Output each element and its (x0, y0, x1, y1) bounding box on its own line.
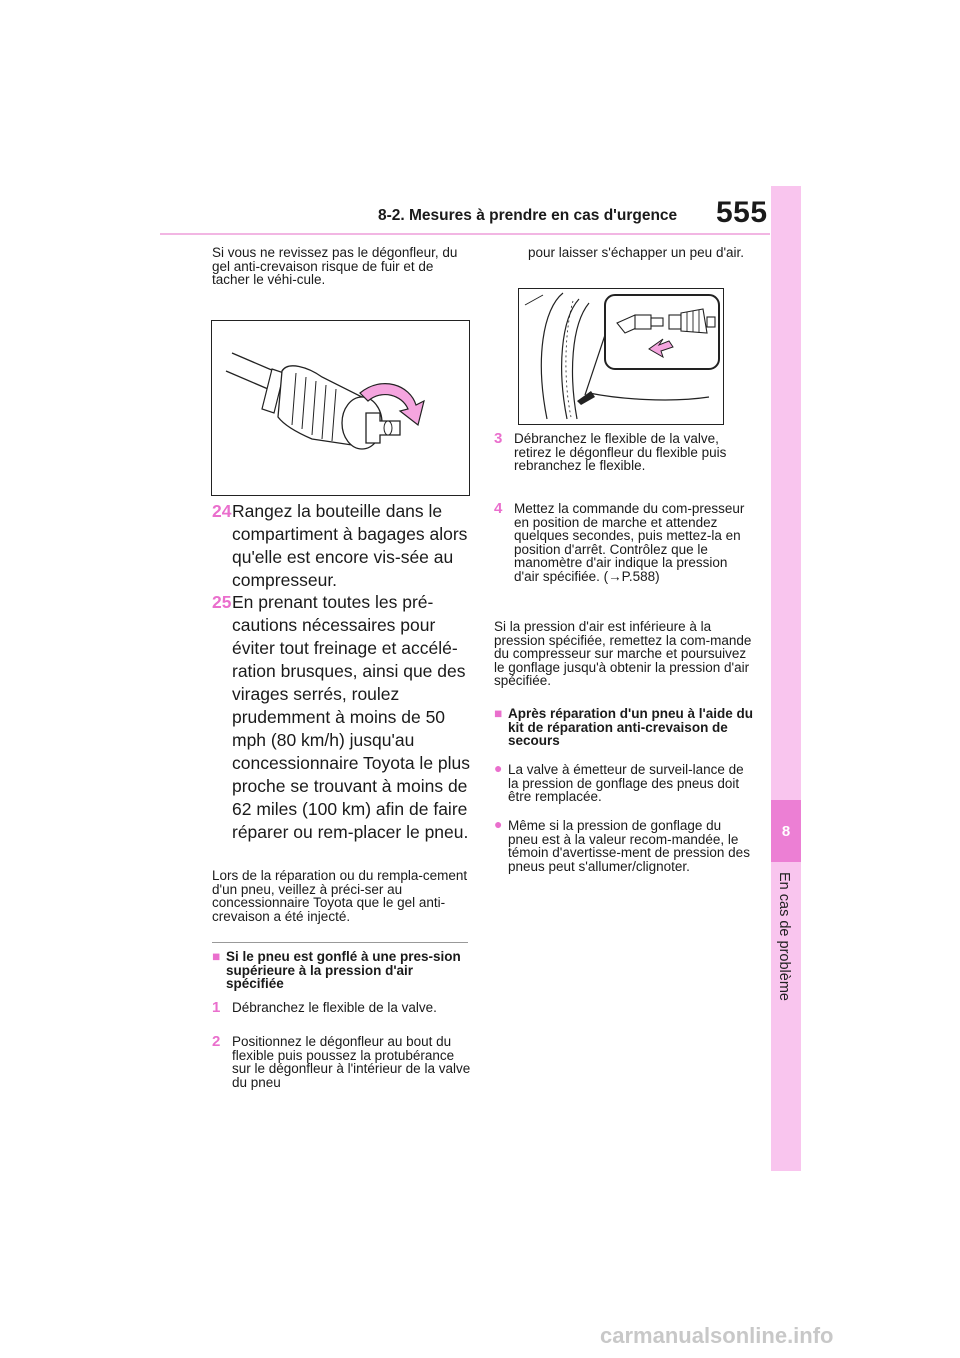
step-text: Débranchez le flexible de la valve. (232, 1000, 437, 1015)
round-bullet-icon: ● (494, 816, 503, 832)
chapter-title: En cas de problème (776, 872, 792, 1001)
step-number: 4 (494, 500, 503, 517)
step-text: Débranchez le flexible de la valve, retirez le dégonfleur du flexible puis rebranchez le flexible. (514, 431, 727, 473)
step-24 (212, 500, 472, 590)
step-1 (212, 1001, 472, 1029)
deflator-illustration (211, 320, 470, 496)
deflator-cap-drawing (212, 321, 469, 495)
step-25 (212, 591, 472, 861)
square-bullet-icon: ■ (494, 706, 503, 721)
warning-paragraph: Si vous ne revissez pas le dégonfleur, du gel anti-crevaison risque de fuir et de tacher le véhi-cule. (212, 245, 458, 287)
header-rule (160, 233, 770, 235)
page-number: 555 (716, 196, 768, 229)
step-number: 2 (212, 1033, 221, 1050)
step-number: 1 (212, 999, 221, 1016)
section-title: 8-2. Mesures à prendre en cas d'urgence (378, 207, 678, 224)
step-text: Positionnez le dégonfleur au bout du flexible puis poussez la protubérance sur le dégonfleur à l'intérieur de la valve du pneu (232, 1034, 471, 1090)
watermark: carmanualsonline.info (600, 1323, 834, 1348)
step-number: 24 (212, 501, 232, 521)
bullet-text: Même si la pression de gonflage du pneu est à la valeur recom-mandée, le témoin d'avertisse-ment de pression des pneus peut s'allumer/clignoter. (508, 818, 750, 874)
low-pressure-paragraph: Si la pression d'air est inférieure à la pression spécifiée, remettez la com-mande du compresseur sur marche et poursuivez le gonflage jusqu'à obtenir la pression d'air spécifiée. (494, 619, 752, 688)
step-text: Mettez la commande du com-presseur en position de marche et attendez quelques secondes, puis mettez-la en position d'arrêt. Contrôlez que le manomètre d'air indique la pression d'air spécifiée. (→P.588) (514, 501, 745, 584)
round-bullet-icon: ● (494, 760, 503, 776)
section-divider (212, 942, 468, 943)
valve-deflator-drawing (519, 289, 723, 424)
chapter-title-vertical (772, 872, 800, 1032)
heading-text: Si le pneu est gonflé à une pres-sion supérieure à la pression d'air spécifiée (226, 949, 461, 991)
step-text: Rangez la bouteille dans le compartiment à bagages alors qu'elle est encore vis-sée au compresseur. (232, 501, 468, 590)
step-number: 25 (212, 592, 232, 612)
heading-text: Après réparation d'un pneu à l'aide du kit de réparation anti-crevaison de secours (508, 706, 753, 748)
chapter-number: 8 (781, 823, 791, 840)
bullet-text: La valve à émetteur de surveil-lance de la pression de gonflage des pneus doit être remplacée. (508, 762, 744, 804)
step-2 (212, 1035, 472, 1091)
step-3 (494, 432, 756, 492)
continuation-paragraph: pour laisser s'échapper un peu d'air. (528, 245, 745, 260)
step-text: En prenant toutes les pré-cautions nécessaires pour éviter tout freinage et accélé-ration brusques, ainsi que des virages serrés, roulez prudemment à moins de 50 mph (80 km/h) jusqu'au concessionnaire Toyota le plus proche se trouvant à moins de 62 miles (100 km) afin de faire réparer ou rem-placer le pneu. (232, 592, 471, 842)
square-bullet-icon: ■ (212, 949, 221, 964)
valve-deflate-illustration (518, 288, 724, 425)
step-4 (494, 502, 756, 610)
repair-paragraph: Lors de la réparation ou du rempla-cement d'un pneu, veillez à préci-ser au concessionnaire Toyota que le gel anti-crevaison a été injecté. (212, 868, 468, 924)
step-number: 3 (494, 430, 503, 447)
